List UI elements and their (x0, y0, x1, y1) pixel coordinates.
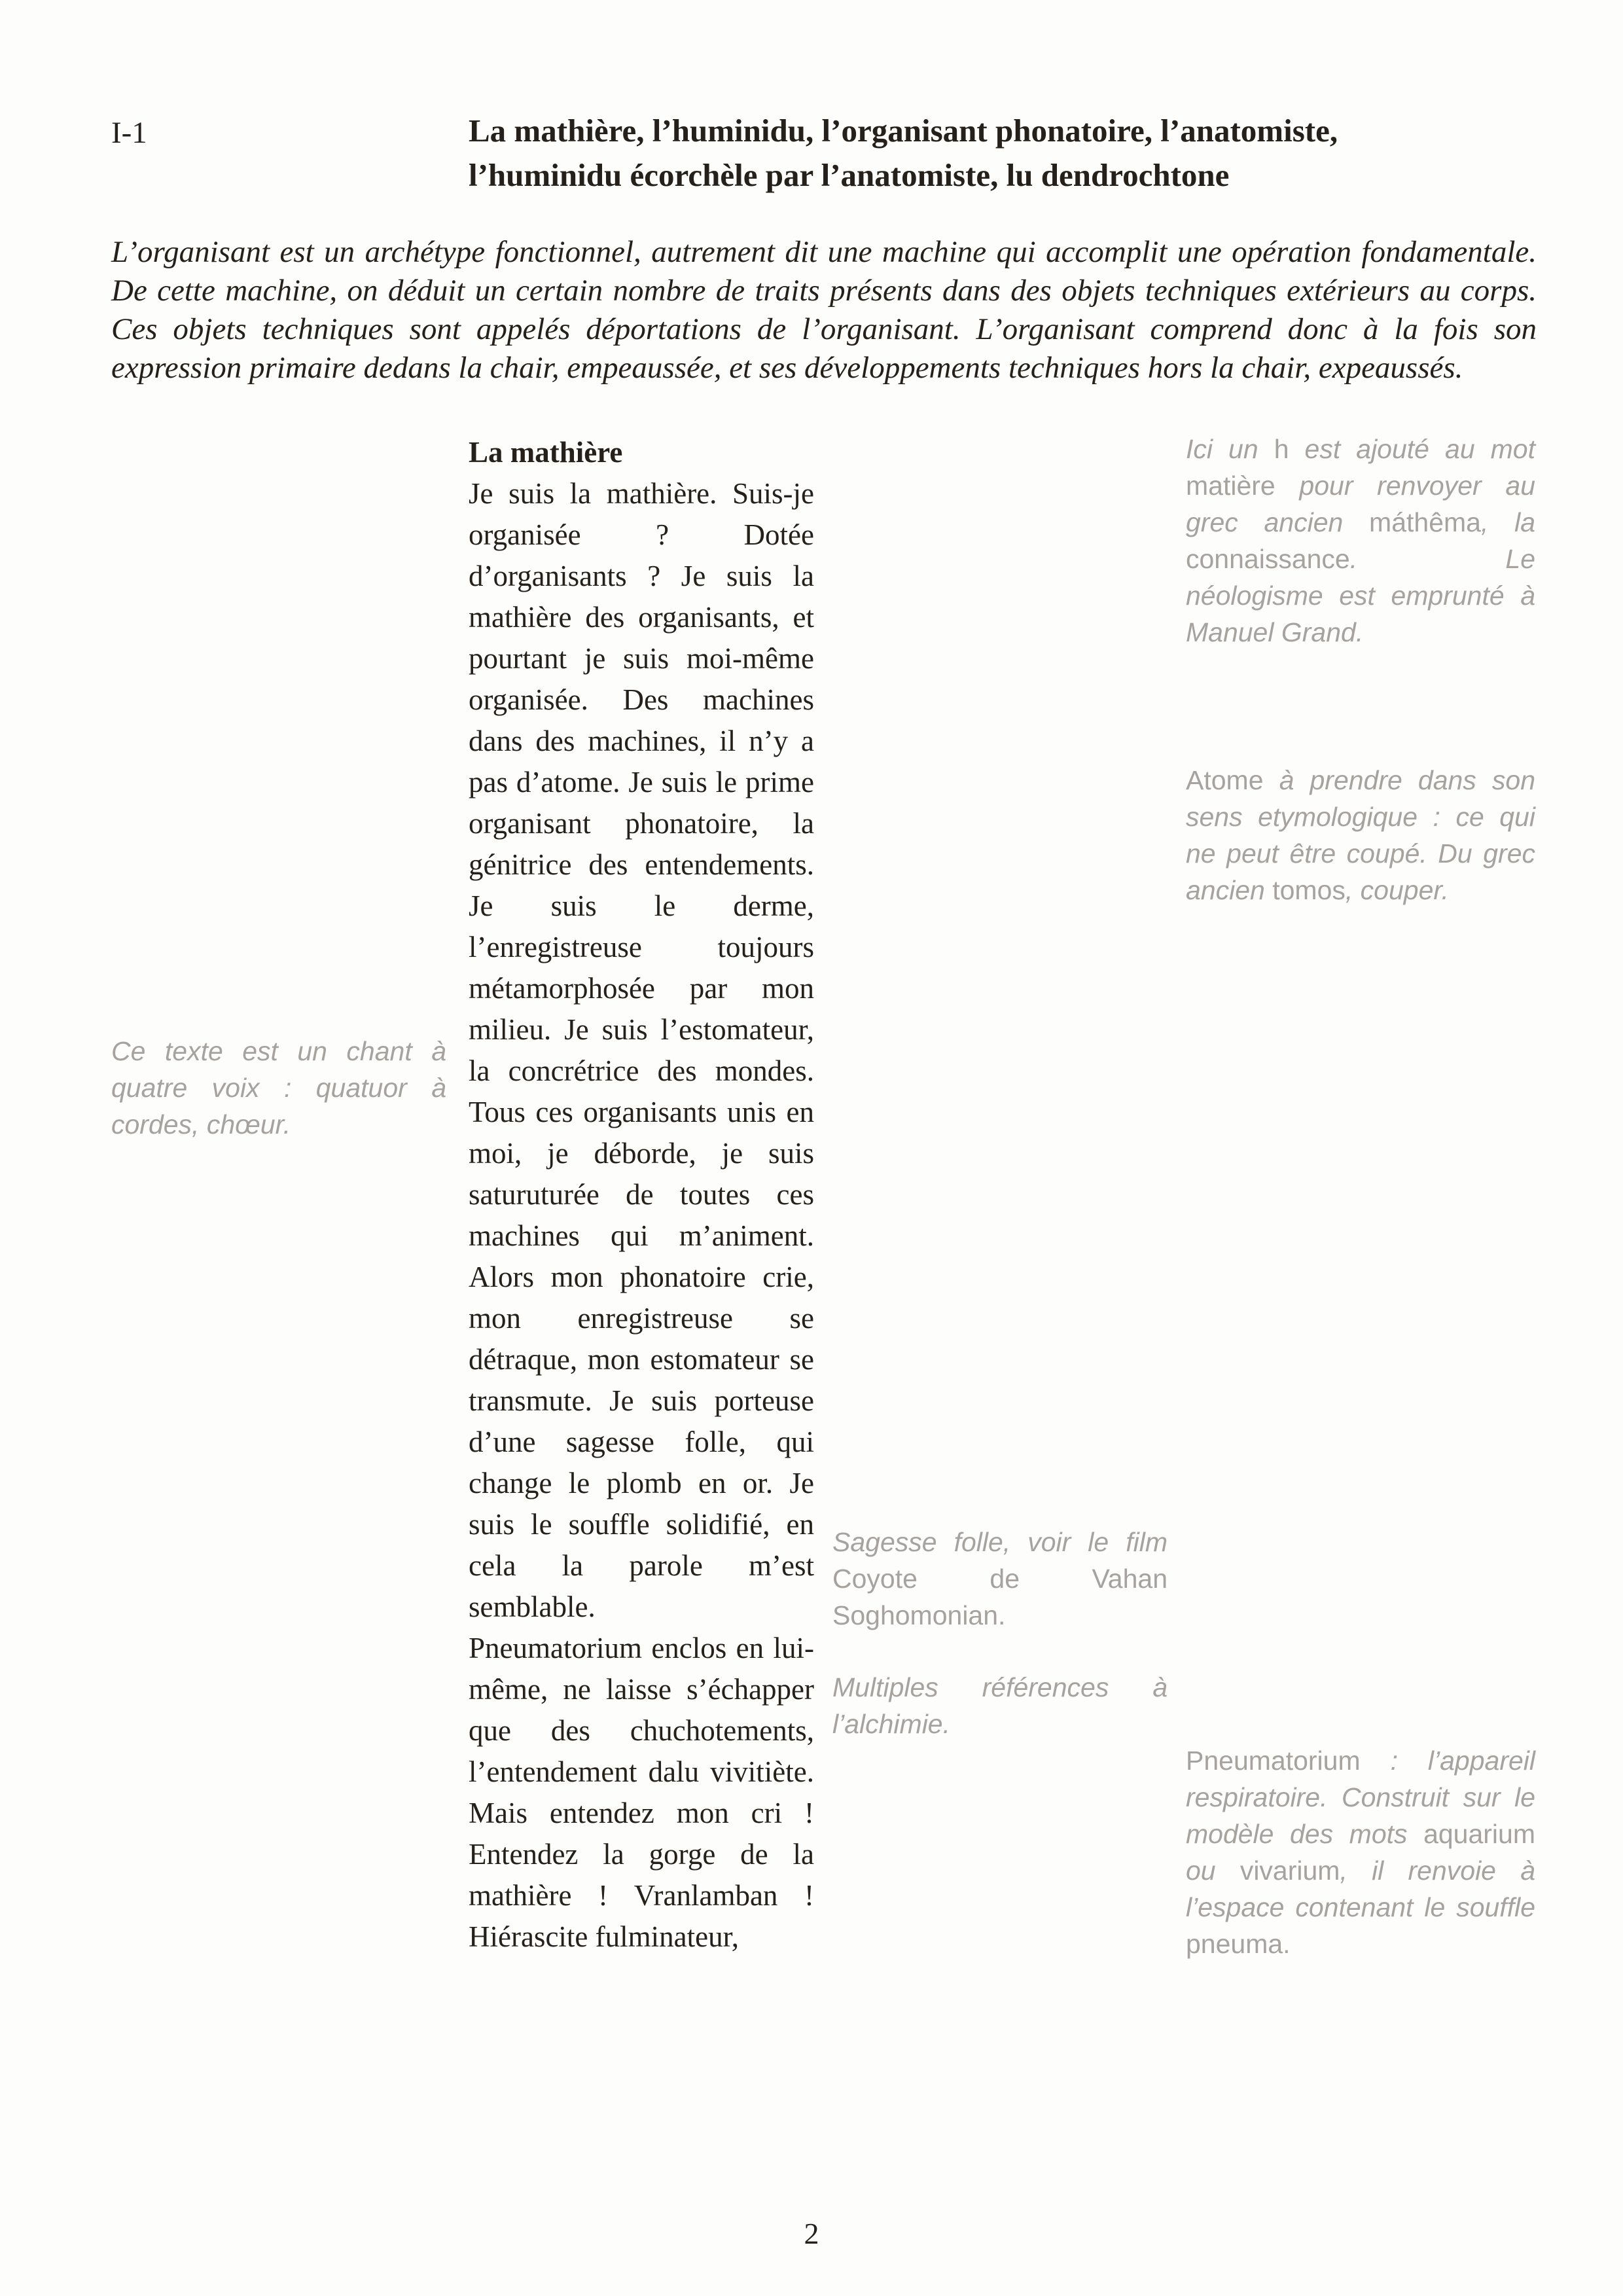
note-text-segment: máthêma (1369, 507, 1481, 537)
note-text-segment: Sagesse folle, voir le film (832, 1527, 1168, 1557)
section-number: I-1 (111, 116, 147, 150)
page-number: 2 (804, 2217, 819, 2250)
margin-note-alchimie (832, 1669, 1168, 1742)
note-text-segment: Pneumatorium (1186, 1746, 1361, 1776)
note-text-segment: pneuma. (1186, 1929, 1291, 1959)
page-title-line-2: l’huminidu écorchèle par l’anatomiste, lu dendrochtone (469, 157, 1230, 193)
page-title (469, 109, 1450, 198)
margin-note-atome (1186, 762, 1535, 908)
note-text-segment: matière (1186, 471, 1275, 501)
main-text-column (469, 432, 814, 1958)
margin-note-mathiere (1186, 431, 1535, 651)
note-text-segment: tomos (1272, 875, 1346, 905)
note-text-segment: Ce texte est un chant à quatre voix : quatuor à cordes, chœur. (111, 1036, 446, 1139)
note-text-segment: Atome (1186, 765, 1264, 795)
note-text-segment: , il renvoie à l’espace contenant le souffle (1186, 1856, 1535, 1922)
note-text-segment: vivarium (1240, 1856, 1340, 1886)
note-text-segment: h (1274, 434, 1289, 464)
note-text-segment: : l’appareil respiratoire. Construit sur le modèle des mots (1186, 1746, 1535, 1849)
intro-paragraph: L’organisant est un archétype fonctionnel, autrement dit une machine qui accomplit une opération fondamentale. De cette machine, on déduit un certain nombre de traits présents dans des objets techniques extérieurs au corps. Ces objets techniques sont appelés déportations de l’organisant. L’organisant comprend donc à la fois son expression primaire dedans la chair, empeaussée, et ses développements techniques hors la chair, expeaussés. (111, 235, 1537, 385)
note-text-segment: Ici un (1186, 434, 1274, 464)
margin-note-pneumatorium (1186, 1742, 1535, 1962)
note-text-segment: connaissance (1186, 544, 1350, 574)
page-title-line-1: La mathière, l’huminidu, l’organisant phonatoire, l’anatomiste, (469, 113, 1338, 149)
main-heading: La mathière (469, 436, 623, 469)
note-text-segment: aquarium (1423, 1819, 1535, 1849)
note-text-segment: est ajouté au mot (1289, 434, 1536, 464)
note-text-segment: , couper. (1345, 875, 1449, 905)
note-text-segment: pour renvoyer au grec ancien (1186, 471, 1535, 537)
note-text-segment: , la (1480, 507, 1536, 537)
note-text-segment: . Le néologisme est emprunté à Manuel Grand. (1186, 544, 1535, 647)
note-text-segment: Coyote de Vahan Soghomonian. (832, 1564, 1168, 1630)
main-paragraph-2: Pneumatorium enclos en lui-même, ne laisse s’échapper que des chuchotements, l’entendement dalu vivitiète. Mais entendez mon cri ! Entendez la gorge de la mathière ! Vranlamban ! Hiérascite fulminateur, (469, 1632, 814, 1953)
main-paragraph-1: Je suis la mathière. Suis-je organisée ? Dotée d’organisants ? Je suis la mathière des organisants, et pourtant je suis moi-même organisée. Des machines dans des machines, il n’y a pas d’atome. Je suis le prime organisant phonatoire, la génitrice des entendements. Je suis le derme, l’enregistreuse toujours métamorphosée par mon milieu. Je suis l’estomateur, la concrétrice des mondes. Tous ces organisants unis en moi, je déborde, je suis saturuturée de toutes ces machines qui m’animent. Alors mon phonatoire crie, mon enregistreuse se détraque, mon estomateur se transmute. Je suis porteuse d’une sagesse folle, qui change le plomb en or. Je suis le souffle solidifié, en cela la parole m’est semblable. (469, 477, 814, 1623)
note-text-segment: à prendre dans son sens etymologique : ce qui ne peut être coupé. Du grec ancien (1186, 765, 1535, 905)
note-text-segment: Multiples références à l’alchimie. (832, 1672, 1168, 1739)
note-text-segment: ou (1186, 1856, 1240, 1886)
margin-note-chant (111, 1033, 446, 1143)
margin-note-sagesse-folle (832, 1524, 1168, 1634)
